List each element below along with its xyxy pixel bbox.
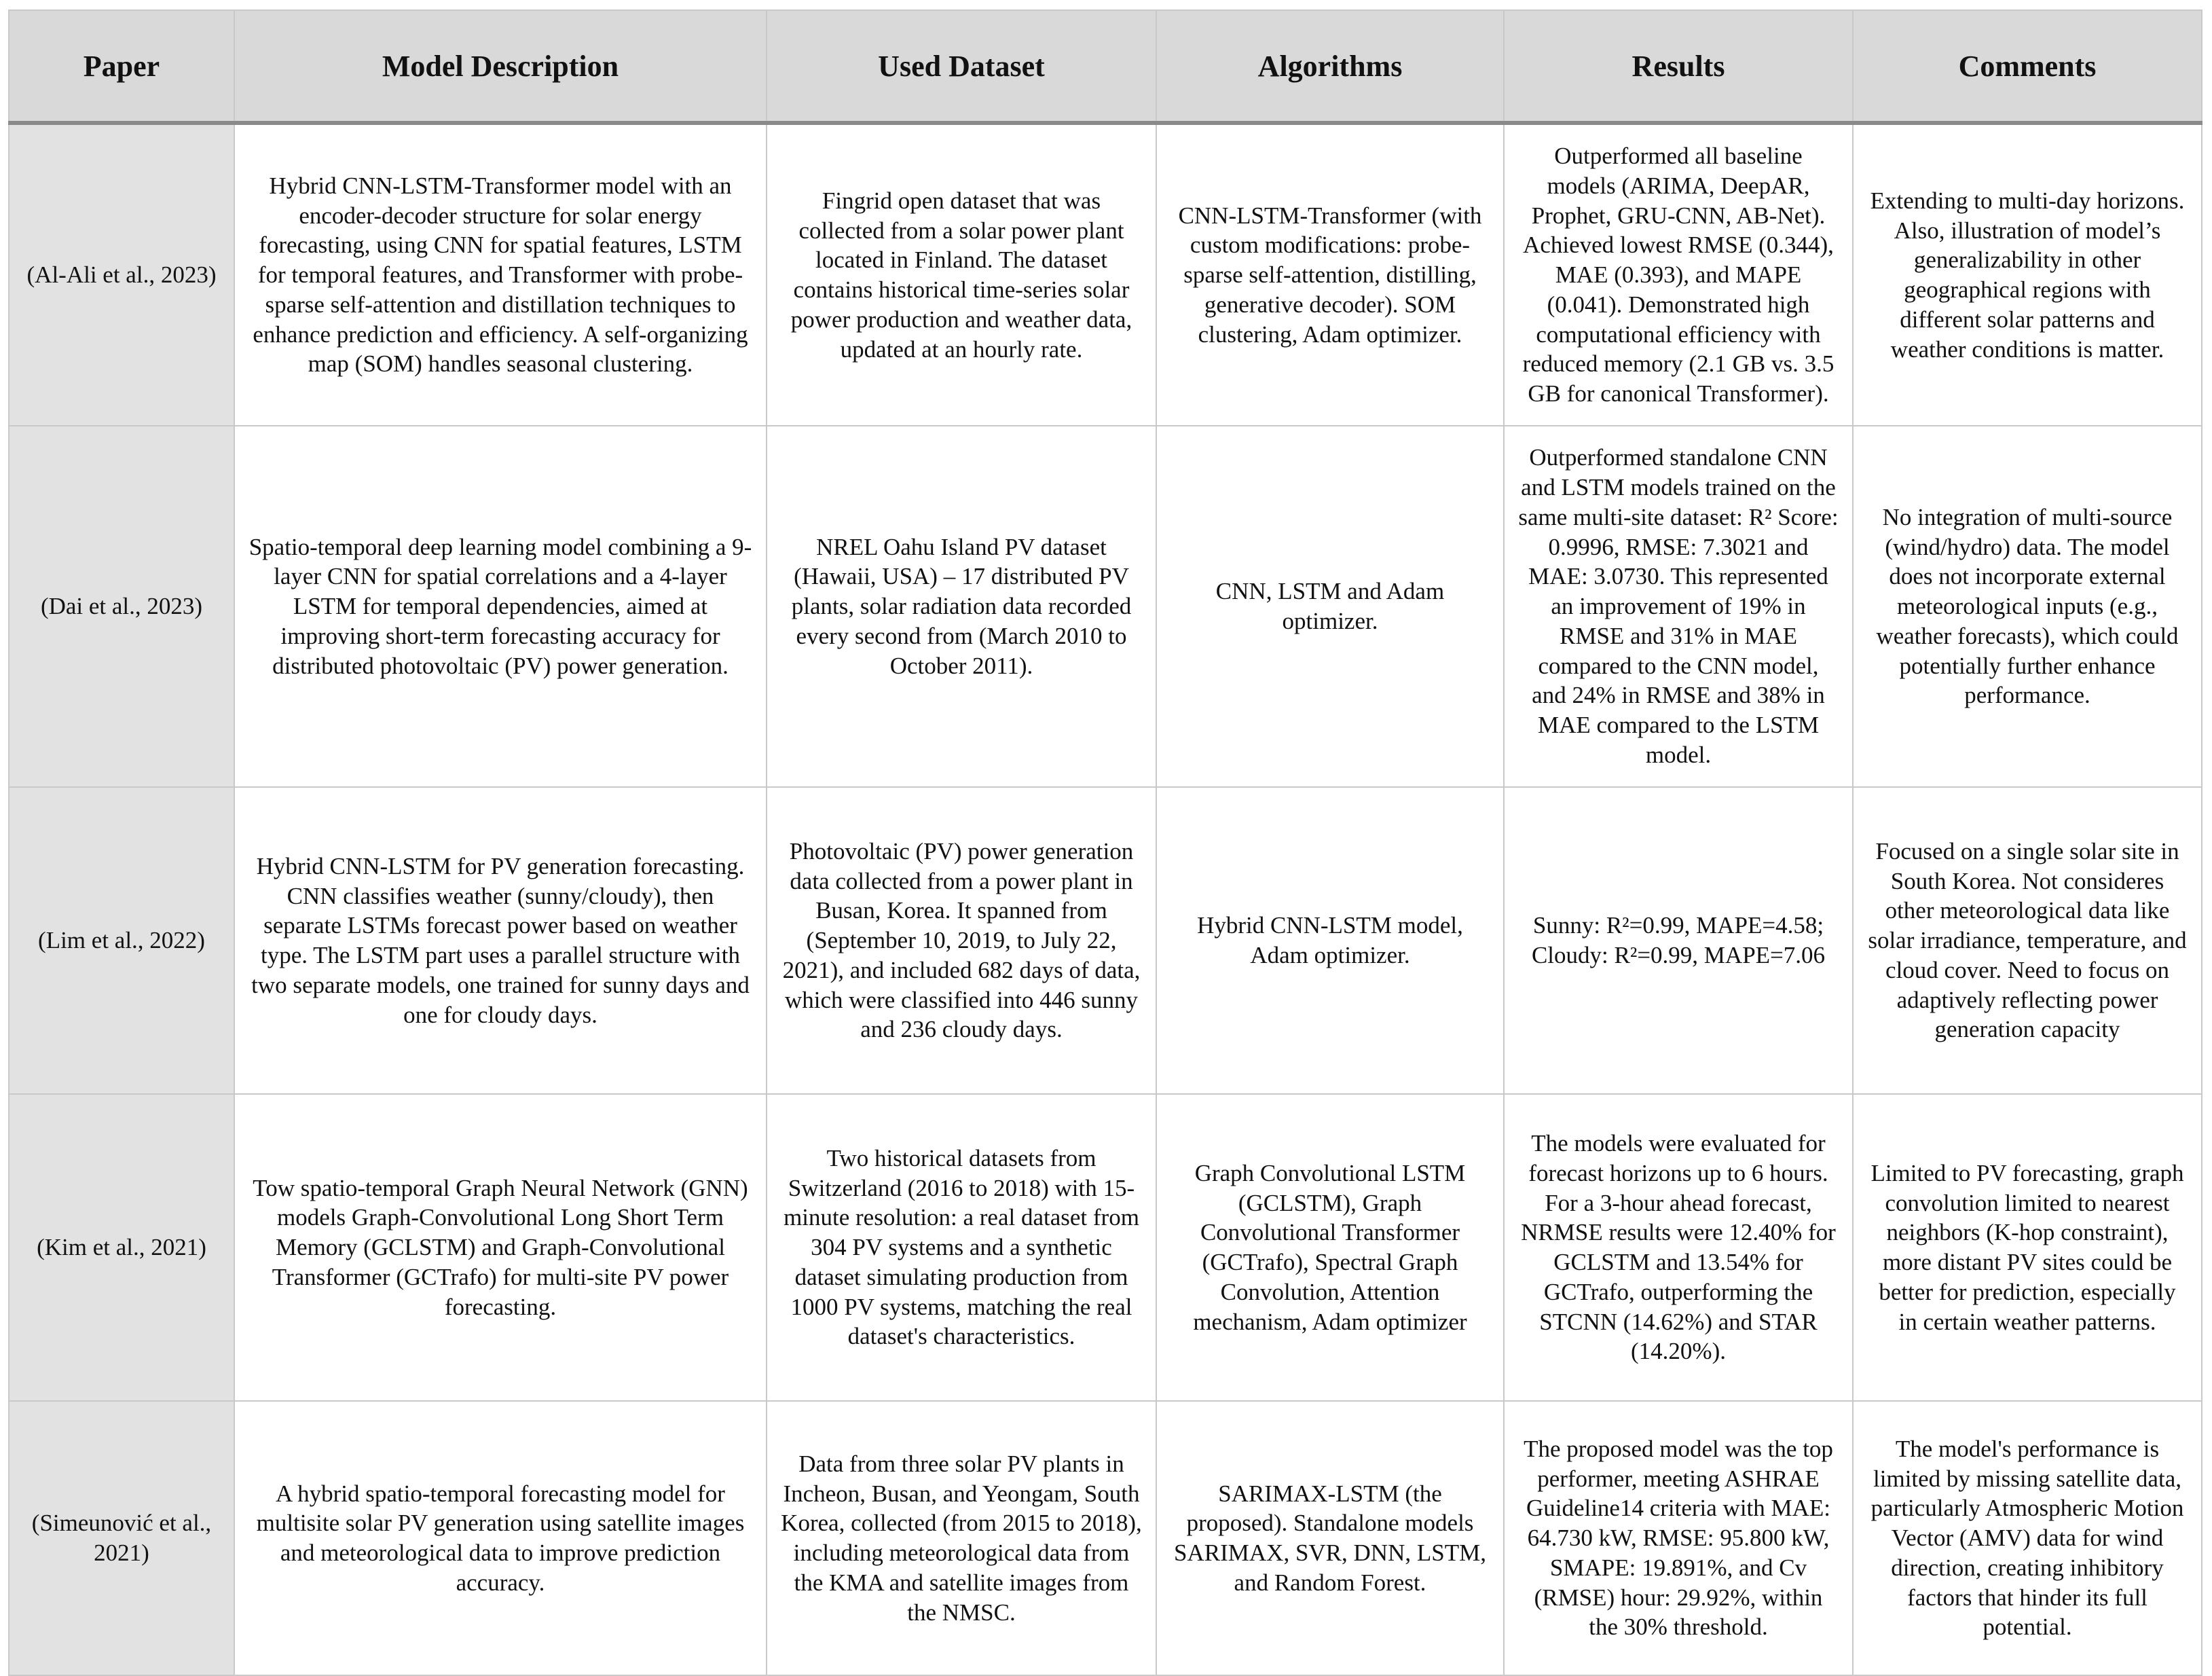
algorithms-cell: CNN, LSTM and Adam optimizer. xyxy=(1156,426,1504,787)
model-description-cell: Spatio-temporal deep learning model combining a 9-layer CNN for spatial correlations and a 4-layer LSTM for temporal dependencies, aimed at improving short-term forecasting accuracy for distributed photovoltaic (PV) power generation. xyxy=(234,426,767,787)
table-row xyxy=(9,1401,2202,1675)
header-algorithms: Algorithms xyxy=(1156,10,1504,123)
used-dataset-cell: Fingrid open dataset that was collected from a solar power plant located in Finland. The dataset contains historical time-series solar power production and weather data, updated at an hourly rate. xyxy=(767,123,1156,426)
used-dataset-cell: Photovoltaic (PV) power generation data collected from a power plant in Busan, Korea. It spanned from (September 10, 2019, to July 22, 2021), and included 682 days of data, which were classified into 446 sunny and 236 cloudy days. xyxy=(767,787,1156,1094)
comments-cell: Extending to multi-day horizons. Also, illustration of model’s generalizability in other geographical regions with different solar patterns and weather conditions is matter. xyxy=(1853,123,2202,426)
algorithms-cell: Graph Convolutional LSTM (GCLSTM), Graph Convolutional Transformer (GCTrafo), Spectral Graph Convolution, Attention mechanism, Adam optimizer xyxy=(1156,1094,1504,1401)
used-dataset-cell: NREL Oahu Island PV dataset (Hawaii, USA) – 17 distributed PV plants, solar radiation data recorded every second from (March 2010 to October 2011). xyxy=(767,426,1156,787)
model-description-cell: Hybrid CNN-LSTM-Transformer model with an encoder-decoder structure for solar energy forecasting, using CNN for spatial features, LSTM for temporal features, and Transformer with probe-sparse self-attention and distillation techniques to enhance prediction and efficiency. A self-organizing map (SOM) handles seasonal clustering. xyxy=(234,123,767,426)
header-row xyxy=(9,10,2202,123)
header-used-dataset: Used Dataset xyxy=(767,10,1156,123)
comments-cell: No integration of multi-source (wind/hydro) data. The model does not incorporate external meteorological inputs (e.g., weather forecasts), which could potentially further enhance performance. xyxy=(1853,426,2202,787)
comments-cell: Focused on a single solar site in South Korea. Not consideres other meteorological data like solar irradiance, temperature, and cloud cover. Need to focus on adaptively reflecting power generation capacity xyxy=(1853,787,2202,1094)
table-row xyxy=(9,426,2202,787)
literature-review-table xyxy=(8,10,2202,1676)
algorithms-cell: Hybrid CNN-LSTM model, Adam optimizer. xyxy=(1156,787,1504,1094)
literature-review-table-container xyxy=(8,10,2201,1664)
results-cell: Outperformed standalone CNN and LSTM models trained on the same multi-site dataset: R² Score: 0.9996, RMSE: 7.3021 and MAE: 3.0730. This represented an improvement of 19% in RMSE and 31% in MAE compared to the CNN model, and 24% in RMSE and 38% in MAE compared to the LSTM model. xyxy=(1504,426,1853,787)
algorithms-cell: SARIMAX-LSTM (the proposed). Standalone models SARIMAX, SVR, DNN, LSTM, and Random Forest. xyxy=(1156,1401,1504,1675)
results-cell: Outperformed all baseline models (ARIMA, DeepAR, Prophet, GRU-CNN, AB-Net). Achieved lowest RMSE (0.344), MAE (0.393), and MAPE (0.041). Demonstrated high computational efficiency with reduced memory (2.1 GB vs. 3.5 GB for canonical Transformer). xyxy=(1504,123,1853,426)
used-dataset-cell: Two historical datasets from Switzerland (2016 to 2018) with 15-minute resolution: a real dataset from 304 PV systems and a synthetic dataset simulating production from 1000 PV systems, matching the real dataset's characteristics. xyxy=(767,1094,1156,1401)
results-cell: The proposed model was the top performer, meeting ASHRAE Guideline14 criteria with MAE: 64.730 kW, RMSE: 95.800 kW, SMAPE: 19.891%, and Cv (RMSE) hour: 29.92%, within the 30% threshold. xyxy=(1504,1401,1853,1675)
results-cell: The models were evaluated for forecast horizons up to 6 hours. For a 3-hour ahead forecast, NRMSE results were 12.40% for GCLSTM and 13.54% for GCTrafo, outperforming the STCNN (14.62%) and STAR (14.20%). xyxy=(1504,1094,1853,1401)
paper-cell: (Simeunović et al., 2021) xyxy=(9,1401,234,1675)
table-row xyxy=(9,123,2202,426)
comments-cell: The model's performance is limited by missing satellite data, particularly Atmospheric Motion Vector (AMV) data for wind direction, creating inhibitory factors that hinder its full potential. xyxy=(1853,1401,2202,1675)
paper-cell: (Al-Ali et al., 2023) xyxy=(9,123,234,426)
table-row xyxy=(9,1094,2202,1401)
comments-cell: Limited to PV forecasting, graph convolution limited to nearest neighbors (K-hop constraint), more distant PV sites could be better for prediction, especially in certain weather patterns. xyxy=(1853,1094,2202,1401)
results-cell: Sunny: R²=0.99, MAPE=4.58; Cloudy: R²=0.99, MAPE=7.06 xyxy=(1504,787,1853,1094)
paper-cell: (Kim et al., 2021) xyxy=(9,1094,234,1401)
used-dataset-cell: Data from three solar PV plants in Incheon, Busan, and Yeongam, South Korea, collected (from 2015 to 2018), including meteorological data from the KMA and satellite images from the NMSC. xyxy=(767,1401,1156,1675)
header-paper: Paper xyxy=(9,10,234,123)
model-description-cell: Tow spatio-temporal Graph Neural Network (GNN) models Graph-Convolutional Long Short Term Memory (GCLSTM) and Graph-Convolutional Transformer (GCTrafo) for multi-site PV power forecasting. xyxy=(234,1094,767,1401)
model-description-cell: A hybrid spatio-temporal forecasting model for multisite solar PV generation using satellite images and meteorological data to improve prediction accuracy. xyxy=(234,1401,767,1675)
paper-cell: (Lim et al., 2022) xyxy=(9,787,234,1094)
algorithms-cell: CNN-LSTM-Transformer (with custom modifications: probe-sparse self-attention, distilling, generative decoder). SOM clustering, Adam optimizer. xyxy=(1156,123,1504,426)
table-row xyxy=(9,787,2202,1094)
header-comments: Comments xyxy=(1853,10,2202,123)
header-model-description: Model Description xyxy=(234,10,767,123)
header-results: Results xyxy=(1504,10,1853,123)
paper-cell: (Dai et al., 2023) xyxy=(9,426,234,787)
model-description-cell: Hybrid CNN-LSTM for PV generation forecasting. CNN classifies weather (sunny/cloudy), then separate LSTMs forecast power based on weather type. The LSTM part uses a parallel structure with two separate models, one trained for sunny days and one for cloudy days. xyxy=(234,787,767,1094)
